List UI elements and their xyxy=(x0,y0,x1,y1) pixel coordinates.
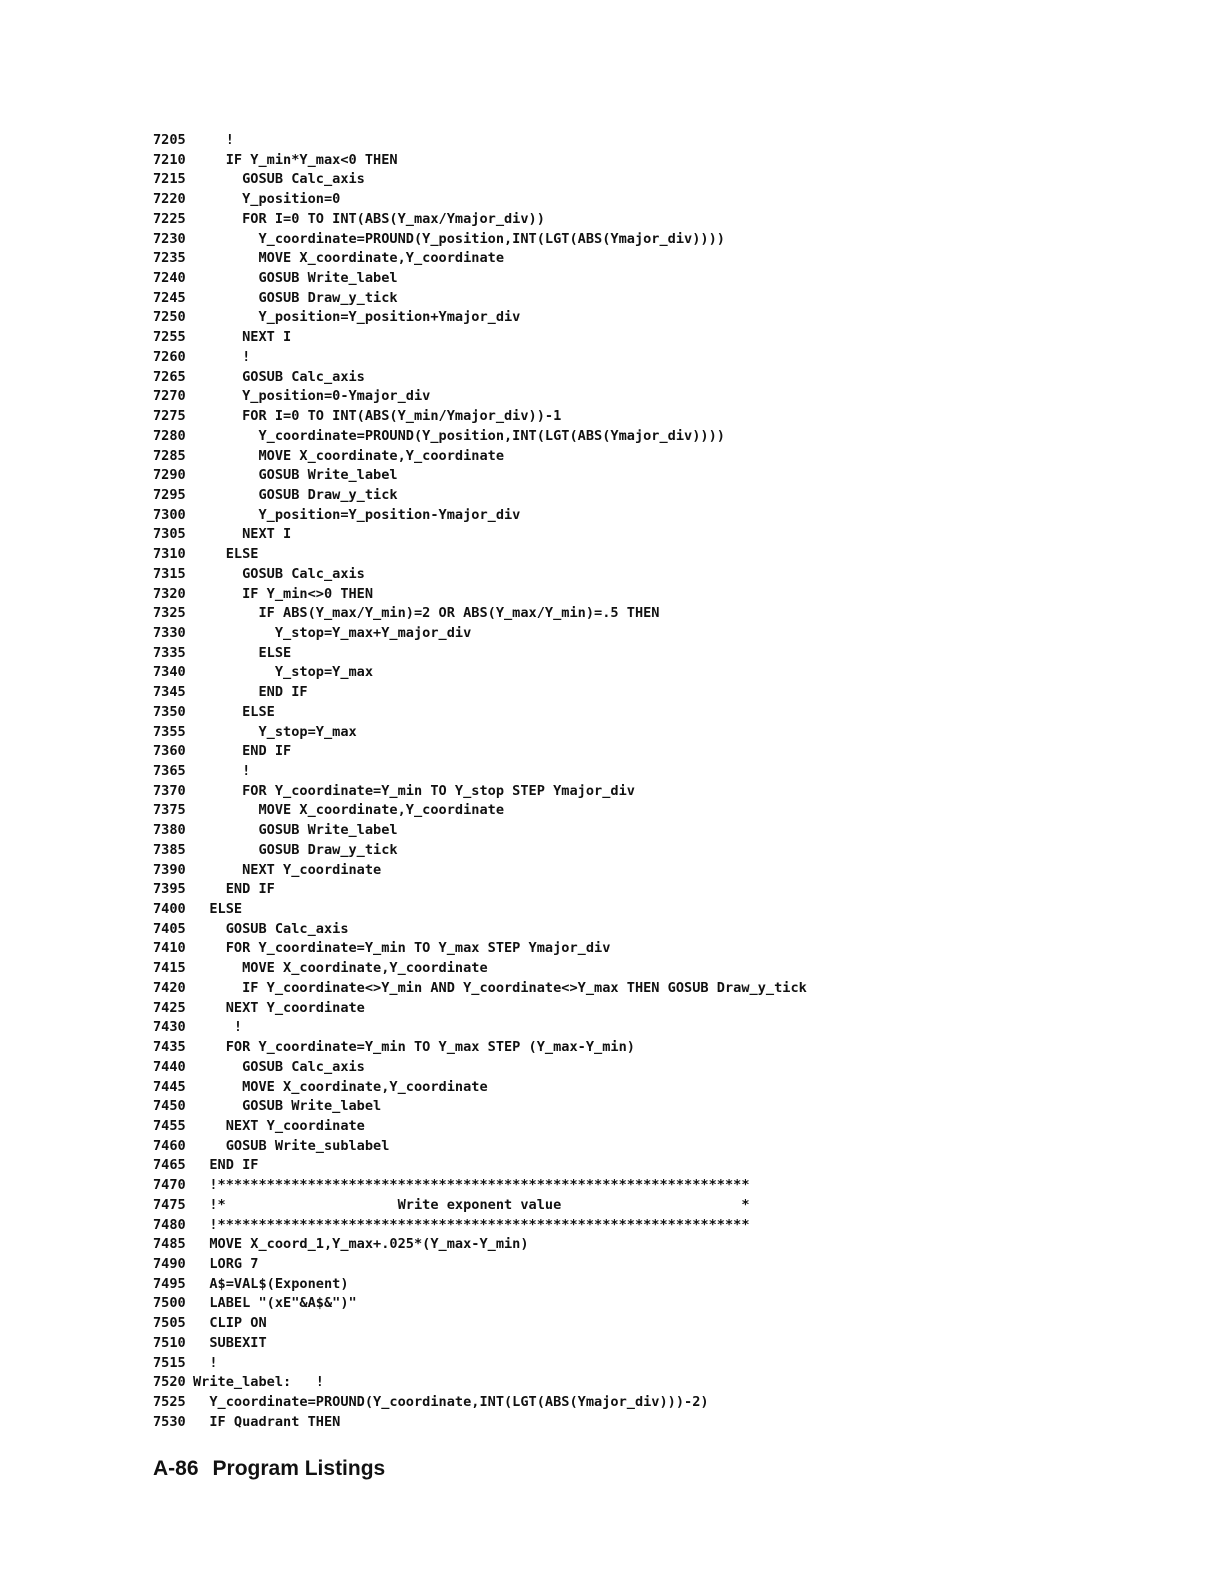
page-footer xyxy=(153,1457,385,1481)
line-number: 7295 xyxy=(153,486,186,503)
line-code: Y_coordinate=PROUND(Y_coordinate,INT(LGT(ABS(Ymajor_div)))-2) xyxy=(193,1394,709,1410)
line-code: GOSUB Draw_y_tick xyxy=(193,486,398,503)
line-number: 7485 xyxy=(153,1236,186,1253)
code-line xyxy=(153,1373,1053,1393)
code-line xyxy=(153,348,1053,368)
line-number: 7480 xyxy=(153,1216,186,1233)
line-code: Y_position=Y_position-Ymajor_div xyxy=(193,506,521,523)
line-number: 7405 xyxy=(153,920,186,937)
code-line xyxy=(153,466,1053,486)
line-number: 7245 xyxy=(153,289,186,306)
line-code: FOR Y_coordinate=Y_min TO Y_max STEP Ymajor_div xyxy=(193,940,611,957)
code-line xyxy=(153,801,1053,821)
code-line xyxy=(153,1275,1053,1295)
line-number: 7320 xyxy=(153,585,186,602)
line-code: Y_position=0-Ymajor_div xyxy=(193,388,431,405)
line-code: CLIP ON xyxy=(193,1315,267,1332)
line-number: 7330 xyxy=(153,624,186,641)
line-code: GOSUB Calc_axis xyxy=(193,565,365,582)
line-code: MOVE X_coordinate,Y_coordinate xyxy=(193,960,488,977)
line-number: 7385 xyxy=(153,841,186,858)
code-line xyxy=(153,999,1053,1019)
code-line xyxy=(153,1176,1053,1196)
line-number: 7410 xyxy=(153,940,186,957)
code-line xyxy=(153,328,1053,348)
line-code: Y_position=0 xyxy=(193,191,341,208)
line-number: 7360 xyxy=(153,743,186,760)
line-number: 7205 xyxy=(153,132,186,148)
code-line xyxy=(153,703,1053,723)
line-code: FOR Y_coordinate=Y_min TO Y_max STEP (Y_max-Y_min) xyxy=(193,1039,635,1056)
code-line xyxy=(153,624,1053,644)
line-code: END IF xyxy=(193,1157,259,1174)
line-code: Y_position=Y_position+Ymajor_div xyxy=(193,309,521,326)
line-code: GOSUB Write_label xyxy=(193,467,398,484)
code-line xyxy=(153,289,1053,309)
line-number: 7240 xyxy=(153,270,186,287)
line-code: LORG 7 xyxy=(193,1255,259,1272)
line-number: 7440 xyxy=(153,1058,186,1075)
line-code: IF Y_coordinate<>Y_min AND Y_coordinate<>Y_max THEN GOSUB Draw_y_tick xyxy=(193,979,807,996)
program-listing xyxy=(153,131,1053,1432)
code-line xyxy=(153,308,1053,328)
line-number: 7415 xyxy=(153,960,186,977)
line-number: 7475 xyxy=(153,1196,186,1213)
line-code: IF Y_min<>0 THEN xyxy=(193,585,374,602)
code-line xyxy=(153,131,1053,151)
line-code: MOVE X_coordinate,Y_coordinate xyxy=(193,447,504,464)
line-code: MOVE X_coordinate,Y_coordinate xyxy=(193,1078,488,1095)
line-number: 7490 xyxy=(153,1255,186,1272)
line-number: 7530 xyxy=(153,1413,186,1430)
code-line xyxy=(153,604,1053,624)
line-number: 7335 xyxy=(153,644,186,661)
code-line xyxy=(153,387,1053,407)
line-number: 7465 xyxy=(153,1157,186,1174)
code-line xyxy=(153,861,1053,881)
line-code: SUBEXIT xyxy=(193,1334,267,1351)
code-line xyxy=(153,959,1053,979)
code-line xyxy=(153,1038,1053,1058)
line-code: ! xyxy=(193,1354,218,1371)
line-code: GOSUB Draw_y_tick xyxy=(193,841,398,858)
line-number: 7470 xyxy=(153,1177,186,1194)
line-number: 7425 xyxy=(153,999,186,1016)
line-number: 7365 xyxy=(153,763,186,779)
line-number: 7220 xyxy=(153,191,186,208)
line-number: 7250 xyxy=(153,309,186,326)
line-code: GOSUB Calc_axis xyxy=(193,368,365,385)
code-line xyxy=(153,1058,1053,1078)
code-line xyxy=(153,1334,1053,1354)
line-number: 7515 xyxy=(153,1354,186,1371)
page-number: A-86 xyxy=(153,1457,199,1480)
line-number: 7460 xyxy=(153,1137,186,1154)
line-number: 7230 xyxy=(153,230,186,247)
line-number: 7280 xyxy=(153,427,186,444)
line-number: 7450 xyxy=(153,1098,186,1115)
line-code: ELSE xyxy=(193,546,259,563)
line-number: 7355 xyxy=(153,723,186,740)
line-code: GOSUB Write_label xyxy=(193,270,398,287)
code-line xyxy=(153,880,1053,900)
line-number: 7430 xyxy=(153,1019,186,1036)
code-line xyxy=(153,525,1053,545)
line-number: 7435 xyxy=(153,1039,186,1056)
code-line xyxy=(153,821,1053,841)
line-number: 7375 xyxy=(153,802,186,819)
code-line xyxy=(153,1156,1053,1176)
line-number: 7315 xyxy=(153,565,186,582)
line-code: !* Write exponent value * xyxy=(193,1196,750,1213)
line-code: IF Y_min*Y_max<0 THEN xyxy=(193,151,398,168)
line-number: 7345 xyxy=(153,684,186,701)
line-number: 7300 xyxy=(153,506,186,523)
line-code: IF Quadrant THEN xyxy=(193,1413,341,1430)
line-number: 7325 xyxy=(153,605,186,622)
line-code: MOVE X_coordinate,Y_coordinate xyxy=(193,250,504,267)
line-number: 7400 xyxy=(153,901,186,918)
line-number: 7525 xyxy=(153,1394,186,1410)
code-line xyxy=(153,723,1053,743)
code-line xyxy=(153,841,1053,861)
line-number: 7285 xyxy=(153,447,186,464)
code-line xyxy=(153,782,1053,802)
line-code: GOSUB Write_label xyxy=(193,1098,382,1115)
code-line xyxy=(153,663,1053,683)
code-line xyxy=(153,1137,1053,1157)
line-number: 7225 xyxy=(153,210,186,227)
code-line xyxy=(153,585,1053,605)
code-line xyxy=(153,1294,1053,1314)
code-line xyxy=(153,1216,1053,1236)
line-number: 7495 xyxy=(153,1275,186,1292)
line-code: GOSUB Write_sublabel xyxy=(193,1137,390,1154)
line-number: 7305 xyxy=(153,526,186,543)
line-code: GOSUB Draw_y_tick xyxy=(193,289,398,306)
line-number: 7395 xyxy=(153,881,186,898)
code-line xyxy=(153,1196,1053,1216)
line-number: 7260 xyxy=(153,348,186,365)
line-code: ELSE xyxy=(193,703,275,720)
line-code: Y_stop=Y_max+Y_major_div xyxy=(193,624,472,641)
code-line xyxy=(153,1018,1053,1038)
code-line xyxy=(153,939,1053,959)
code-line xyxy=(153,920,1053,940)
line-code: !***************************************************************** xyxy=(193,1177,750,1194)
code-line xyxy=(153,683,1053,703)
line-code: Y_coordinate=PROUND(Y_position,INT(LGT(ABS(Ymajor_div)))) xyxy=(193,427,725,444)
code-line xyxy=(153,1255,1053,1275)
code-line xyxy=(153,407,1053,427)
line-number: 7350 xyxy=(153,703,186,720)
line-number: 7390 xyxy=(153,861,186,878)
code-line xyxy=(153,170,1053,190)
code-line xyxy=(153,368,1053,388)
line-number: 7380 xyxy=(153,822,186,839)
line-number: 7270 xyxy=(153,388,186,405)
code-line xyxy=(153,1097,1053,1117)
code-line xyxy=(153,1413,1053,1433)
section-title: Program Listings xyxy=(212,1457,386,1480)
line-number: 7210 xyxy=(153,151,186,168)
line-number: 7455 xyxy=(153,1117,186,1134)
line-number: 7215 xyxy=(153,171,186,188)
code-line xyxy=(153,1235,1053,1255)
code-line xyxy=(153,486,1053,506)
line-code: NEXT Y_coordinate xyxy=(193,1117,365,1134)
line-code: NEXT Y_coordinate xyxy=(193,861,382,878)
code-line xyxy=(153,190,1053,210)
code-line xyxy=(153,900,1053,920)
code-line xyxy=(153,979,1053,999)
code-line xyxy=(153,1078,1053,1098)
code-line xyxy=(153,1314,1053,1334)
code-line xyxy=(153,210,1053,230)
code-line xyxy=(153,447,1053,467)
line-code: FOR I=0 TO INT(ABS(Y_max/Ymajor_div)) xyxy=(193,210,545,227)
line-code: ELSE xyxy=(193,901,243,918)
line-code: GOSUB Calc_axis xyxy=(193,1058,365,1075)
line-code: ELSE xyxy=(193,644,292,661)
line-code: GOSUB Calc_axis xyxy=(193,920,349,937)
line-code: A$=VAL$(Exponent) xyxy=(193,1275,349,1292)
line-code: Y_stop=Y_max xyxy=(193,664,374,681)
line-code: LABEL "(xE"&A$&")" xyxy=(193,1295,357,1312)
line-code: !***************************************************************** xyxy=(193,1216,750,1233)
code-line xyxy=(153,762,1053,782)
line-code: MOVE X_coordinate,Y_coordinate xyxy=(193,802,504,819)
code-line xyxy=(153,249,1053,269)
line-number: 7255 xyxy=(153,329,186,346)
line-number: 7420 xyxy=(153,979,186,996)
code-line xyxy=(153,427,1053,447)
line-code: Write_label: ! xyxy=(193,1374,324,1391)
line-code: NEXT Y_coordinate xyxy=(193,999,365,1016)
line-number: 7505 xyxy=(153,1315,186,1332)
line-code: ! xyxy=(193,763,251,779)
line-number: 7370 xyxy=(153,782,186,799)
line-code: ! xyxy=(193,348,251,365)
line-number: 7235 xyxy=(153,250,186,267)
line-code: END IF xyxy=(193,684,308,701)
code-line xyxy=(153,1117,1053,1137)
line-number: 7275 xyxy=(153,408,186,425)
line-number: 7290 xyxy=(153,467,186,484)
line-number: 7510 xyxy=(153,1334,186,1351)
line-code: ! xyxy=(193,132,234,148)
line-code: NEXT I xyxy=(193,526,292,543)
line-number: 7520 xyxy=(153,1374,186,1391)
code-line xyxy=(153,151,1053,171)
line-code: IF ABS(Y_max/Y_min)=2 OR ABS(Y_max/Y_min)=.5 THEN xyxy=(193,605,660,622)
code-line xyxy=(153,644,1053,664)
code-line xyxy=(153,230,1053,250)
line-code: END IF xyxy=(193,881,275,898)
line-code: GOSUB Write_label xyxy=(193,822,398,839)
line-number: 7265 xyxy=(153,368,186,385)
code-line xyxy=(153,269,1053,289)
line-code: Y_coordinate=PROUND(Y_position,INT(LGT(ABS(Ymajor_div)))) xyxy=(193,230,725,247)
line-code: FOR Y_coordinate=Y_min TO Y_stop STEP Ymajor_div xyxy=(193,782,635,799)
code-line xyxy=(153,1393,1053,1413)
line-code: GOSUB Calc_axis xyxy=(193,171,365,188)
line-code: Y_stop=Y_max xyxy=(193,723,357,740)
line-code: END IF xyxy=(193,743,292,760)
line-number: 7310 xyxy=(153,546,186,563)
line-code: FOR I=0 TO INT(ABS(Y_min/Ymajor_div))-1 xyxy=(193,408,562,425)
line-number: 7340 xyxy=(153,664,186,681)
line-number: 7500 xyxy=(153,1295,186,1312)
line-code: MOVE X_coord_1,Y_max+.025*(Y_max-Y_min) xyxy=(193,1236,529,1253)
code-line xyxy=(153,565,1053,585)
code-line xyxy=(153,1354,1053,1374)
line-number: 7445 xyxy=(153,1078,186,1095)
code-line xyxy=(153,742,1053,762)
code-line xyxy=(153,506,1053,526)
line-code: NEXT I xyxy=(193,329,292,346)
line-code: ! xyxy=(193,1019,243,1036)
code-line xyxy=(153,545,1053,565)
